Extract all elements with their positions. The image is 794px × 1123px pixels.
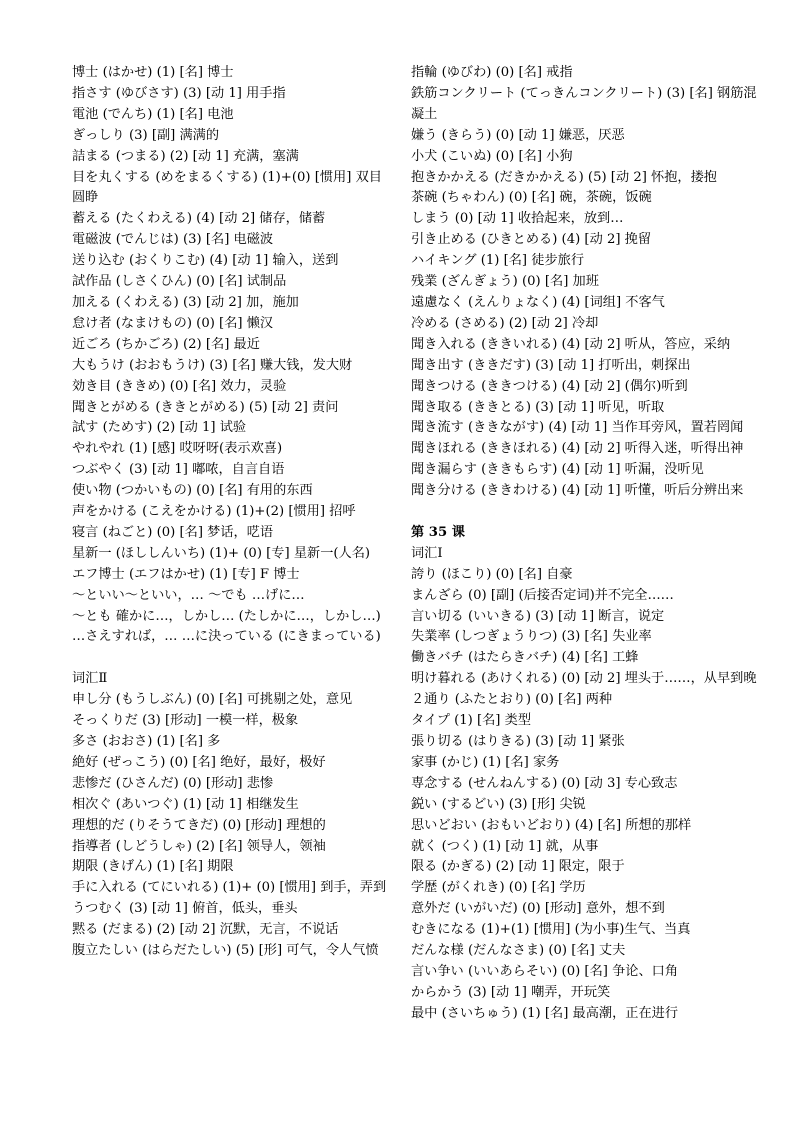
right-entry: 専念する (せんねんする) (0) [动 3] 专心致志 [411, 775, 678, 791]
right-entry: 意外だ (いがいだ) (0) [形动] 意外，想不到 [411, 901, 665, 917]
left-entry: 相次ぐ (あいつぐ) (1) [动 1] 相继发生 [72, 796, 299, 812]
left-entry: 期限 (きげん) (1) [名] 期限 [72, 859, 234, 875]
left-entry: 大もうけ (おおもうけ) (3) [名] 赚大钱，发大财 [72, 357, 353, 373]
left-entry: 近ごろ (ちかごろ) (2) [名] 最近 [72, 336, 260, 352]
right-entry: 茶碗 (ちゃわん) (0) [名] 碗，茶碗，饭碗 [411, 190, 652, 206]
left-entry: 申し分 (もうしぶん) (0) [名] 可挑剔之处，意见 [72, 692, 353, 708]
left-entry: ぎっしり (3) [副] 满满的 [72, 127, 220, 143]
left-entry: 目を丸くする (めをまるくする) (1)+(0) [惯用] 双目圆睁 [72, 169, 382, 206]
left-entry: 電池 (でんち) (1) [名] 电池 [72, 106, 234, 122]
blank-line [72, 648, 388, 669]
left-entry: 多さ (おおさ) (1) [名] 多 [72, 733, 221, 749]
right-entry: 小犬 (こいぬ) (0) [名] 小狗 [411, 148, 573, 164]
right-entry: 嫌う (きらう) (0) [动 1] 嫌恶，厌恶 [411, 127, 625, 143]
left-entry: 指導者 (しどうしゃ) (2) [名] 领导人，领袖 [72, 838, 326, 854]
left-entry: 送り込む (おくりこむ) (4) [动 1] 输入，送到 [72, 253, 339, 269]
right-entry: 词汇Ⅰ [411, 545, 443, 561]
right-entry: しまう (0) [动 1] 收拾起来，放到… [411, 211, 624, 227]
right-entry: 誇り (ほこり) (0) [名] 自豪 [411, 566, 573, 582]
left-column [72, 63, 388, 962]
right-entry: 聞き入れる (ききいれる) (4) [动 2] 听从，答应，采纳 [411, 336, 731, 352]
right-entry: 鉄筋コンクリート (てっきんコンクリート) (3) [名] 钢筋混凝土 [411, 85, 757, 122]
left-entry: 効き目 (ききめ) (0) [名] 效力，灵验 [72, 378, 287, 394]
right-entry: 指輪 (ゆびわ) (0) [名] 戒指 [411, 65, 573, 80]
right-column [411, 63, 761, 1025]
left-entry: やれやれ (1) [感] 哎呀呀(表示欢喜) [72, 441, 283, 457]
right-entry: 明け暮れる (あけくれる) (0) [动 2] 埋头于……，从早到晚 [411, 671, 757, 687]
right-entry: 鋭い (するどい) (3) [形] 尖锐 [411, 796, 586, 812]
left-entry: 怠け者 (なまけもの) (0) [名] 懒汉 [72, 315, 274, 331]
left-entry: 〜とも 確かに…，しかし… (たしかに…，しかし…) [72, 608, 381, 624]
right-entry: 聞き出す (ききだす) (3) [动 1] 打听出，刺探出 [411, 357, 691, 373]
right-entry: タイプ (1) [名] 类型 [411, 713, 532, 729]
right-entry: 言い切る (いいきる) (3) [动 1] 断言，说定 [411, 608, 665, 624]
right-entry: 引き止める (ひきとめる) (4) [动 2] 挽留 [411, 232, 652, 248]
right-entry: むきになる (1)+(1) [惯用] (为小事)生气、当真 [411, 922, 691, 938]
right-entry: 遠慮なく (えんりょなく) (4) [词组] 不客气 [411, 294, 665, 310]
right-entry: 張り切る (はりきる) (3) [动 1] 紧张 [411, 733, 625, 749]
right-entry: 聞き漏らす (ききもらす) (4) [动 1] 听漏，没听见 [411, 462, 704, 478]
right-entry: 聞き取る (ききとる) (3) [动 1] 听见，听取 [411, 399, 665, 415]
left-entry: 試作品 (しさくひん) (0) [名] 试制品 [72, 274, 287, 290]
left-entry: 指さす (ゆびさす) (3) [动 1] 用手指 [72, 85, 286, 101]
right-entry: 言い争い (いいあらそい) (0) [名] 争论、口角 [411, 963, 679, 979]
left-entry: そっくりだ (3) [形动] 一模一样，极象 [72, 713, 299, 729]
left-entry: 手に入れる (てにいれる) (1)+ (0) [惯用] 到手，弄到 [72, 880, 387, 896]
left-entry: 黙る (だまる) (2) [动 2] 沉默，无言，不说话 [72, 922, 339, 938]
right-entry: 最中 (さいちゅう) (1) [名] 最高潮，正在进行 [411, 1005, 679, 1021]
left-entry: 腹立たしい (はらだたしい) (5) [形] 可气，令人气愤 [72, 943, 379, 959]
left-entry: 悲惨だ (ひさんだ) (0) [形动] 悲惨 [72, 775, 274, 791]
right-entry: 聞きほれる (ききほれる) (4) [动 2] 听得入迷，听得出神 [411, 441, 744, 457]
right-entry: 思いどおい (おもいどおり) (4) [名] 所想的那样 [411, 817, 692, 833]
right-entry: 限る (かぎる) (2) [动 1] 限定，限于 [411, 859, 625, 875]
right-entry: 第 35 课 [411, 524, 465, 540]
left-entry: 電磁波 (でんじは) (3) [名] 电磁波 [72, 232, 274, 248]
right-entry: 聞き流す (ききながす) (4) [动 1] 当作耳旁风，置若罔闻 [411, 420, 744, 436]
right-entry: ２通り (ふたとおり) (0) [名] 两种 [411, 692, 613, 708]
left-entry: 〜といい〜といい，… 〜でも …げに… [72, 587, 305, 603]
left-entry: つぶやく (3) [动 1] 嘟哝，自言自语 [72, 462, 285, 478]
right-entry: 就く (つく) (1) [动 1] 就，从事 [411, 838, 599, 854]
left-entry: 使い物 (つかいもの) (0) [名] 有用的东西 [72, 483, 313, 499]
left-entry: 試す (ためす) (2) [动 1] 试验 [72, 420, 247, 436]
left-entry: 声をかける (こえをかける) (1)+(2) [惯用] 招呼 [72, 504, 356, 520]
left-entry: 寝言 (ねごと) (0) [名] 梦话，呓语 [72, 524, 274, 540]
left-entry: 星新一 (ほししんいち) (1)+ (0) [专] 星新一(人名) [72, 545, 371, 561]
right-entry: 失業率 (しつぎょうりつ) (3) [名] 失业率 [411, 629, 652, 645]
left-entry: 蓄える (たくわえる) (4) [动 2] 储存，储蓄 [72, 211, 326, 227]
right-entry: 聞きつける (ききつける) (4) [动 2] (偶尔)听到 [411, 378, 688, 394]
right-entry: 冷める (さめる) (2) [动 2] 冷却 [411, 315, 599, 331]
left-entry: …さえすれば，… …に決っている (にきまっている) [72, 629, 381, 645]
right-entry: 働きバチ (はたらきバチ) (4) [名] 工蜂 [411, 650, 639, 666]
right-entry: まんざら (0) [副] (后接否定词)并不完全…… [411, 587, 674, 603]
right-entry: 家事 (かじ) (1) [名] 家务 [411, 754, 560, 770]
left-entry: 理想的だ (りそうてきだ) (0) [形动] 理想的 [72, 817, 326, 833]
blank-line [411, 502, 761, 523]
right-entry: 残業 (ざんぎょう) (0) [名] 加班 [411, 274, 599, 290]
left-entry: 词汇Ⅱ [72, 671, 108, 687]
left-entry: 加える (くわえる) (3) [动 2] 加，施加 [72, 294, 299, 310]
left-entry: 詰まる (つまる) (2) [动 1] 充满，塞满 [72, 148, 299, 164]
left-entry: うつむく (3) [动 1] 俯首，低头，垂头 [72, 901, 298, 917]
left-entry: エフ博士 (エフはかせ) (1) [专] F 博士 [72, 566, 300, 582]
right-entry: ハイキング (1) [名] 徒步旅行 [411, 253, 585, 269]
left-entry: 絶好 (ぜっこう) (0) [名] 绝好，最好，极好 [72, 754, 326, 770]
right-entry: からかう (3) [动 1] 嘲弄，开玩笑 [411, 984, 611, 1000]
right-entry: 抱きかかえる (だきかかえる) (5) [动 2] 怀抱，搂抱 [411, 169, 717, 185]
right-entry: 聞き分ける (ききわける) (4) [动 1] 听懂，听后分辨出来 [411, 483, 744, 499]
right-entry: だんな様 (だんなさま) (0) [名] 丈夫 [411, 943, 626, 959]
left-entry: 博士 (はかせ) (1) [名] 博士 [72, 65, 234, 80]
right-entry: 学歴 (がくれき) (0) [名] 学历 [411, 880, 586, 896]
left-entry: 聞きとがめる (ききとがめる) (5) [动 2] 责问 [72, 399, 339, 415]
